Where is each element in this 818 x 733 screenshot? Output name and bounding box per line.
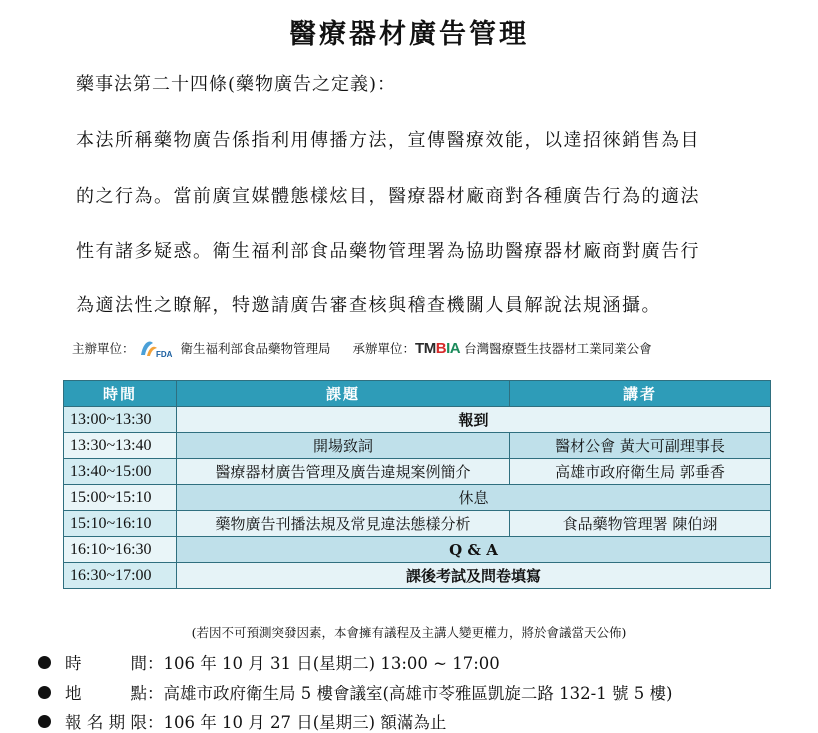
disclaimer-note: (若因不可預測突發因素，本會擁有議程及主講人變更權力，將於會議當天公佈) (191, 625, 627, 640)
paragraph-line: 本法所稱藥物廣告係指利用傳播方法，宣傳醫療效能，以達招徠銷售為目 (76, 130, 700, 151)
info-time (38, 650, 500, 674)
row-speaker: 食品藥物管理署 陳伯翊 (510, 511, 771, 537)
info-place (38, 680, 672, 704)
tmbia-logo-b: B (435, 339, 447, 357)
row-time: 15:00~15:10 (64, 485, 177, 511)
paragraph-line: 為適法性之瞭解，特邀請廣告審查核與稽查機關人員解說法規涵攝。 (76, 295, 661, 316)
row-speaker: 醫材公會 黃大可副理事長 (510, 433, 771, 459)
row-time: 16:30~17:00 (64, 563, 177, 589)
paragraph-line: 性有諸多疑惑。衛生福利部食品藥物管理署為協助醫療器材廠商對廣告行 (76, 241, 700, 262)
row-speaker: 高雄市政府衛生局 郭垂香 (510, 459, 771, 485)
info-time-label: 時 間 (65, 654, 147, 673)
row-topic: 藥物廣告刊播法規及常見違法態樣分析 (177, 511, 510, 537)
bullet-icon (38, 715, 51, 728)
tmbia-logo-icon (415, 340, 460, 357)
row-time: 16:10~16:30 (64, 537, 177, 563)
tmbia-logo-tm: TM (415, 339, 436, 357)
row-activity: Q & A (177, 537, 771, 563)
header-topic: 課題 (177, 381, 510, 407)
info-deadline-value: ：106 年 10 月 27 日(星期三) 額滿為止 (147, 713, 447, 732)
row-topic: 醫療器材廣告管理及廣告違規案例簡介 (177, 459, 510, 485)
schedule-row (64, 511, 771, 537)
row-activity: 課後考試及問卷填寫 (177, 563, 771, 589)
info-deadline-label: 報名期限 (65, 713, 147, 732)
schedule-row (64, 433, 771, 459)
schedule-row (64, 563, 771, 589)
info-place-label: 地 點 (65, 684, 147, 703)
bullet-icon (38, 656, 51, 669)
co-organizer-name: 台灣醫療暨生技器材工業同業公會 (464, 341, 652, 356)
schedule-table (63, 380, 771, 589)
header-speaker: 講者 (510, 381, 771, 407)
organizers-row (72, 336, 772, 360)
header-time: 時間 (64, 381, 177, 407)
host-label: 主辦單位： (72, 341, 135, 356)
row-time: 13:40~15:00 (64, 459, 177, 485)
row-time: 15:10~16:10 (64, 511, 177, 537)
fda-logo-text: FDA (155, 350, 172, 359)
row-activity: 休息 (177, 485, 771, 511)
host-name: 衛生福利部食品藥物管理局 (180, 341, 331, 356)
fda-logo-icon (137, 337, 177, 359)
info-deadline (38, 709, 446, 733)
co-organizer-label: 承辦單位： (352, 341, 416, 356)
paragraph-line: 的之行為。當前廣宣媒體態樣炫目，醫療器材廠商對各種廣告行為的適法 (76, 186, 700, 207)
info-place-value: ：高雄市政府衛生局 5 樓會議室(高雄市苓雅區凱旋二路 132-1 號 5 樓) (147, 684, 673, 703)
schedule-header-row (64, 381, 771, 407)
row-time: 13:00~13:30 (64, 407, 177, 433)
row-topic: 開場致詞 (177, 433, 510, 459)
row-time: 13:30~13:40 (64, 433, 177, 459)
schedule-row (64, 537, 771, 563)
tmbia-logo-ia: IA (446, 339, 461, 357)
bullet-icon (38, 686, 51, 699)
page-title: 醫療器材廣告管理 (289, 19, 529, 50)
schedule-row (64, 407, 771, 433)
law-heading: 藥事法第二十四條(藥物廣告之定義)： (76, 74, 397, 95)
schedule-row (64, 459, 771, 485)
row-activity: 報到 (177, 407, 771, 433)
info-time-value: ：106 年 10 月 31 日(星期二) 13:00 ~ 17:00 (147, 654, 500, 673)
schedule-row (64, 485, 771, 511)
